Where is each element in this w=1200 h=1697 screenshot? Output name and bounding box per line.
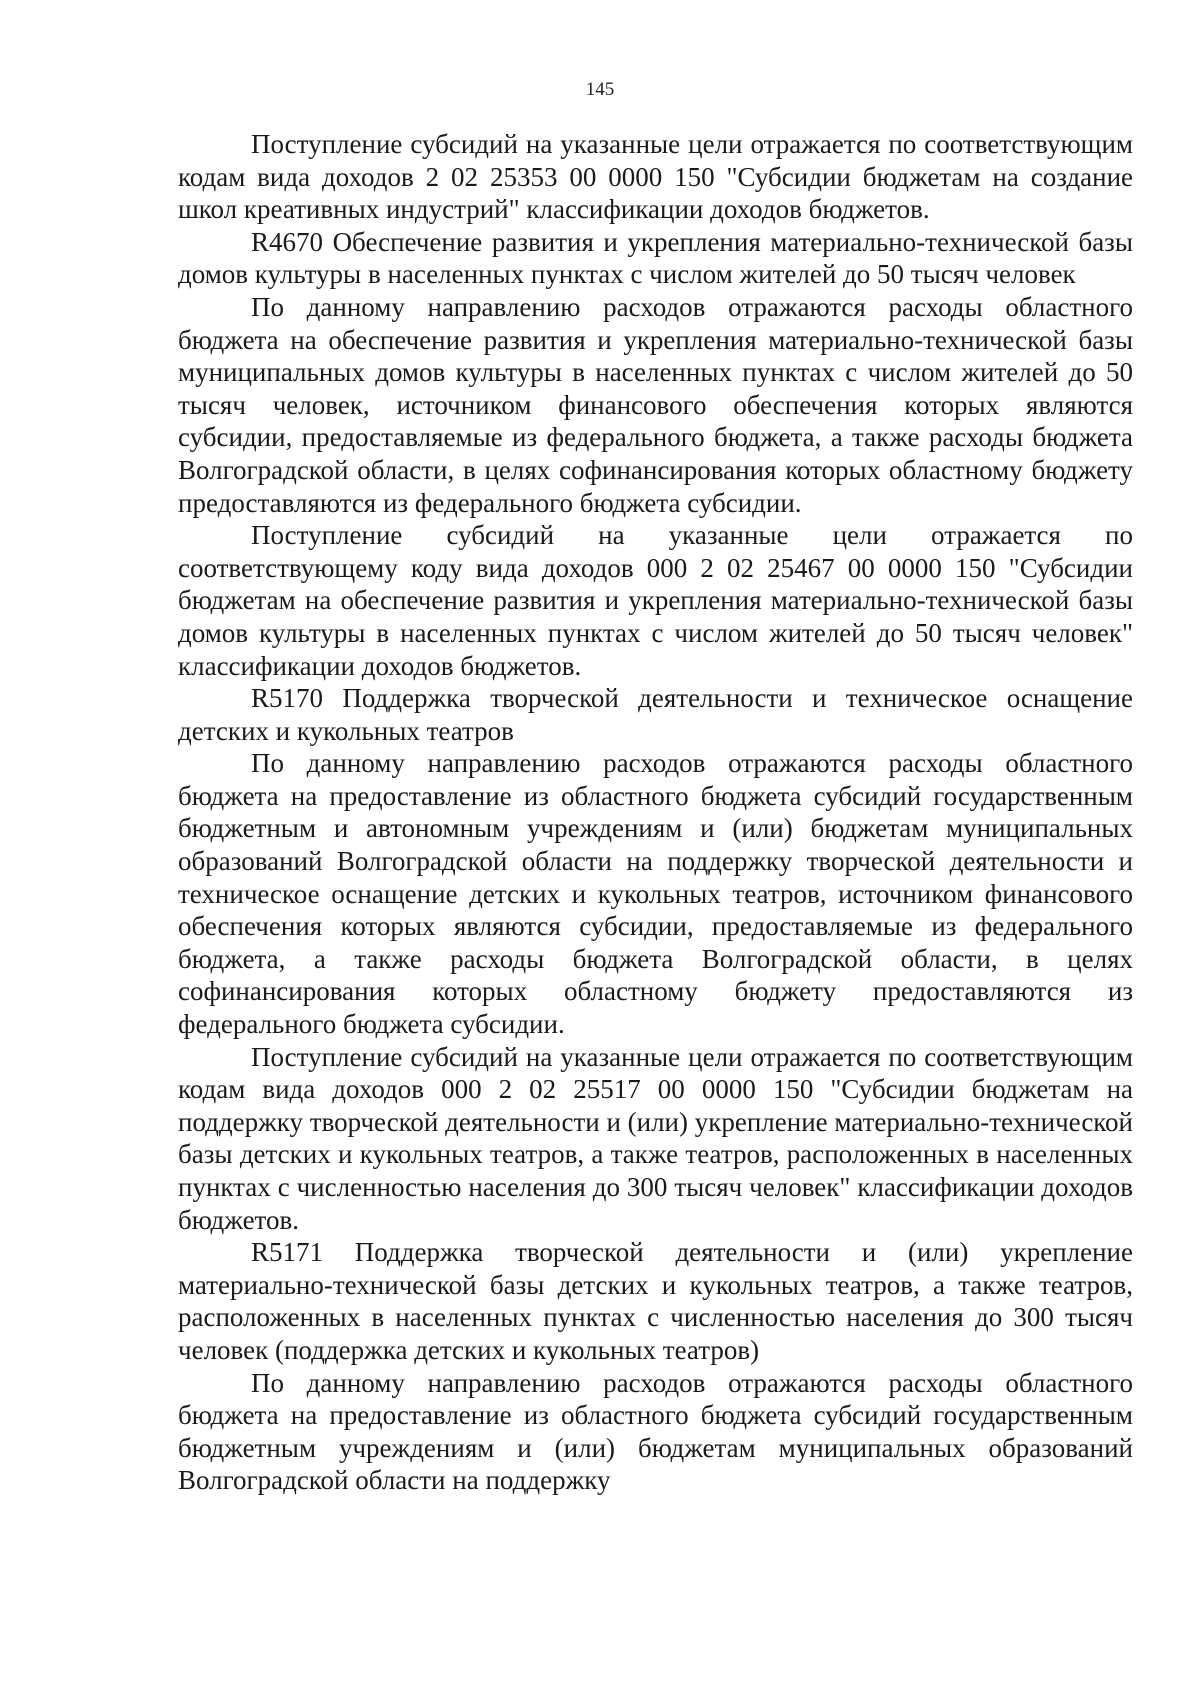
heading-r4670: R4670 Обеспечение развития и укрепления материально-технической базы домов культуры в населенных пунктах с числом жителей до 50 тысяч человек: [178, 226, 1133, 290]
paragraph-r5170-expenses: По данному направлению расходов отражаются расходы областного бюджета на предоставление из областного бюджета субсидий государственным бюджетным и автономным учреждениям и (или) бюджетам муниципальных образований Волгоградской области на поддержку творческой деятельности и техническое оснащение детских и кукольных театров, источником финансового обеспечения которых являются субсидии, предоставляемые из федерального бюджета, а также расходы бюджета Волгоградской области, в целях софинансирования которых областному бюджету предоставляются из федерального бюджета субсидии.: [178, 748, 1133, 1040]
paragraph-revenue-creative-schools: Поступление субсидий на указанные цели отражается по соответствующим кодам вида доходов 2 02 25353 00 0000 150 "Субсидии бюджетам на создание школ креативных индустрий" классификации доходов бюджетов.: [178, 129, 1133, 225]
page-number: 145: [585, 79, 615, 100]
paragraph-r5170-revenue: Поступление субсидий на указанные цели отражается по соответствующим кодам вида доходов 000 2 02 25517 00 0000 150 "Субсидии бюджетам на поддержку творческой деятельности и (или) укрепление материально-технической базы детских и кукольных театров, а также театров, расположенных в населенных пунктах с численностью населения до 300 тысяч человек" классификации доходов бюджетов.: [178, 1041, 1133, 1235]
heading-r5170: R5170 Поддержка творческой деятельности и техническое оснащение детских и кукольных театров: [178, 683, 1133, 746]
heading-r5171: R5171 Поддержка творческой деятельности и (или) укрепление материально-технической базы детских и кукольных театров, а также театров, расположенных в населенных пунктах с численностью населения до 300 тысяч человек (поддержка детских и кукольных театров): [178, 1237, 1133, 1365]
paragraph-r4670-expenses: По данному направлению расходов отражаются расходы областного бюджета на обеспечение развития и укрепления материально-технической базы муниципальных домов культуры в населенных пунктах с числом жителей до 50 тысяч человек, источником финансового обеспечения которых являются субсидии, предоставляемые из федерального бюджета, а также расходы бюджета Волгоградской области, в целях софинансирования которых областному бюджету предоставляются из федерального бюджета субсидии.: [178, 291, 1133, 518]
document-body: [178, 128, 1133, 1497]
paragraph-r4670-revenue: Поступление субсидий на указанные цели отражается по соответствующему коду вида доходов 000 2 02 25467 00 0000 150 "Субсидии бюджетам на обеспечение развития и укрепления материально-технической базы домов культуры в населенных пунктах с числом жителей до 50 тысяч человек" классификации доходов бюджетов.: [178, 520, 1133, 681]
paragraph-r5171-expenses: По данному направлению расходов отражаются расходы областного бюджета на предоставление из областного бюджета субсидий государственным бюджетным учреждениям и (или) бюджетам муниципальных образований Волгоградской области на поддержку: [178, 1367, 1133, 1496]
